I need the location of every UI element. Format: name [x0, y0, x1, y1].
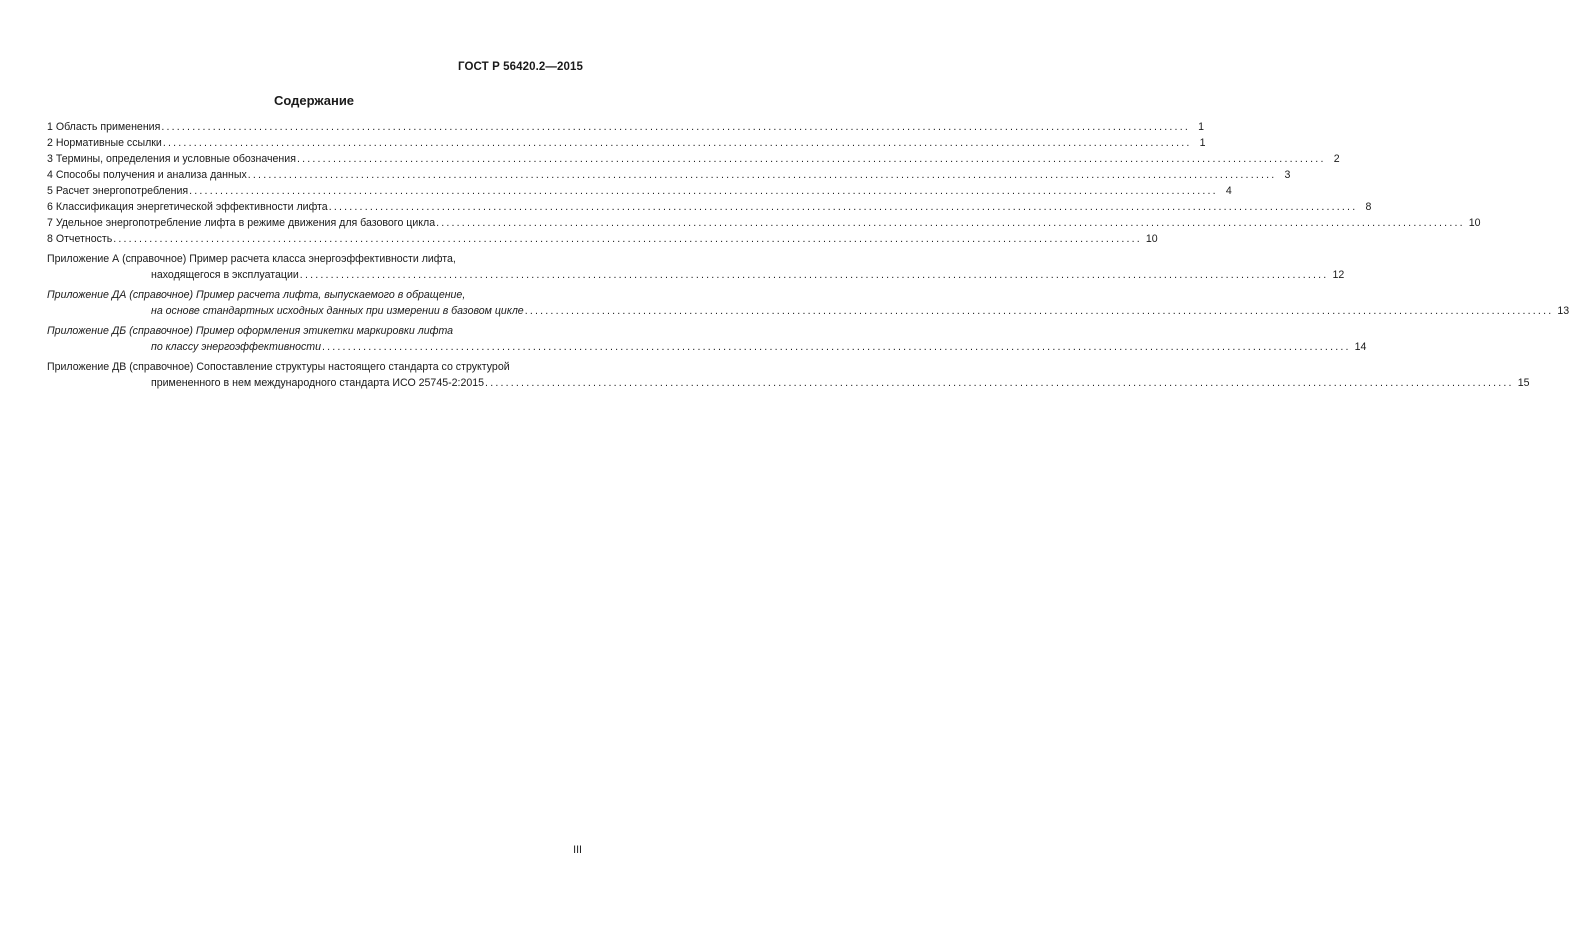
toc-entry-normative-references[interactable] — [47, 135, 1206, 151]
toc-entry-classification[interactable] — [47, 199, 1372, 215]
toc-entry-label: 7 Удельное энергопотребление лифта в режиме движения для базового цикла — [47, 217, 436, 229]
toc-entry-label: Приложение ДА (справочное) Пример расчета лифта, выпускаемого в обращение, — [47, 289, 466, 301]
leader-dots: ........................................................................................................................................................................................................ — [189, 185, 1218, 197]
toc-entry-terms[interactable] — [47, 151, 1340, 167]
leader-dots: ........................................................................................................................................................................................................ — [299, 269, 1329, 281]
toc-entry-label: 3 Термины, определения и условные обозначения — [47, 153, 296, 165]
leader-dots: ........................................................................................................................................................................................................ — [328, 201, 1358, 213]
table-of-contents — [47, 119, 1569, 391]
toc-entry-reporting[interactable] — [47, 231, 1158, 247]
toc-entry-energy-calculation[interactable] — [47, 183, 1232, 199]
toc-entry-data-methods[interactable] — [47, 167, 1291, 183]
toc-entry-page: 1 — [1198, 121, 1204, 133]
toc-entry-page: 10 — [1468, 217, 1481, 229]
toc-entry-label: 4 Способы получения и анализа данных — [47, 169, 247, 181]
leader-dots: ........................................................................................................................................................................................................ — [113, 233, 1142, 245]
toc-entry-page: 8 — [1365, 201, 1372, 213]
leader-dots: ........................................................................................................................................................................................................ — [247, 169, 1277, 181]
leader-dots: ........................................................................................................................................................................................................ — [296, 153, 1326, 165]
leader-dots: ........................................................................................................................................................................................................ — [321, 341, 1351, 353]
toc-entry-label-continued: на основе стандартных исходных данных при измерении в базовом цикле — [151, 305, 524, 317]
document-code: ГОСТ Р 56420.2—2015 — [458, 61, 583, 73]
leader-dots: ........................................................................................................................................................................................................ — [524, 305, 1554, 317]
toc-entry-page: 4 — [1225, 185, 1232, 197]
toc-entry-appendix-da[interactable] — [47, 287, 1569, 319]
toc-entry-label-continued: по классу энергоэффективности — [151, 341, 321, 353]
toc-entry-appendix-a[interactable] — [47, 251, 1345, 283]
toc-title: Содержание — [273, 93, 355, 108]
toc-entry-page: 13 — [1557, 305, 1569, 317]
toc-entry-label: 2 Нормативные ссылки — [47, 137, 162, 149]
page-number: III — [573, 844, 582, 856]
toc-entry-label: 8 Отчетность — [47, 233, 113, 245]
toc-entry-appendix-dv[interactable] — [47, 359, 1530, 391]
leader-dots: ........................................................................................................................................................................................................ — [436, 217, 1465, 229]
toc-entry-label-continued: находящегося в эксплуатации — [151, 269, 299, 281]
toc-entry-label: Приложение ДВ (справочное) Сопоставление структуры настоящего стандарта со структурой — [47, 361, 510, 373]
toc-entry-page: 14 — [1354, 341, 1367, 353]
toc-entry-label: Приложение ДБ (справочное) Пример оформления этикетки маркировки лифта — [47, 325, 454, 337]
leader-dots: ........................................................................................................................................................................................................ — [485, 377, 1514, 389]
toc-entry-page: 3 — [1284, 169, 1291, 181]
toc-entry-page: 1 — [1199, 137, 1206, 149]
leader-dots: ........................................................................................................................................................................................................ — [162, 137, 1192, 149]
toc-entry-page: 15 — [1517, 377, 1530, 389]
toc-entry-specific-consumption[interactable] — [47, 215, 1481, 231]
toc-entry-scope[interactable] — [47, 119, 1204, 135]
toc-entry-label: 6 Классификация энергетической эффективности лифта — [47, 201, 328, 213]
toc-entry-label: 5 Расчет энергопотребления — [47, 185, 189, 197]
toc-entry-label: 1 Область применения — [47, 121, 161, 133]
toc-entry-page: 12 — [1332, 269, 1345, 281]
toc-entry-label: Приложение А (справочное) Пример расчета класса энергоэффективности лифта, — [47, 253, 456, 265]
toc-entry-appendix-db[interactable] — [47, 323, 1367, 355]
leader-dots: ........................................................................................................................................................................................................ — [161, 121, 1190, 133]
toc-entry-label-continued: примененного в нем международного стандарта ИСО 25745-2:2015 — [151, 377, 485, 389]
toc-entry-page: 2 — [1333, 153, 1340, 165]
toc-entry-page: 10 — [1145, 233, 1158, 245]
